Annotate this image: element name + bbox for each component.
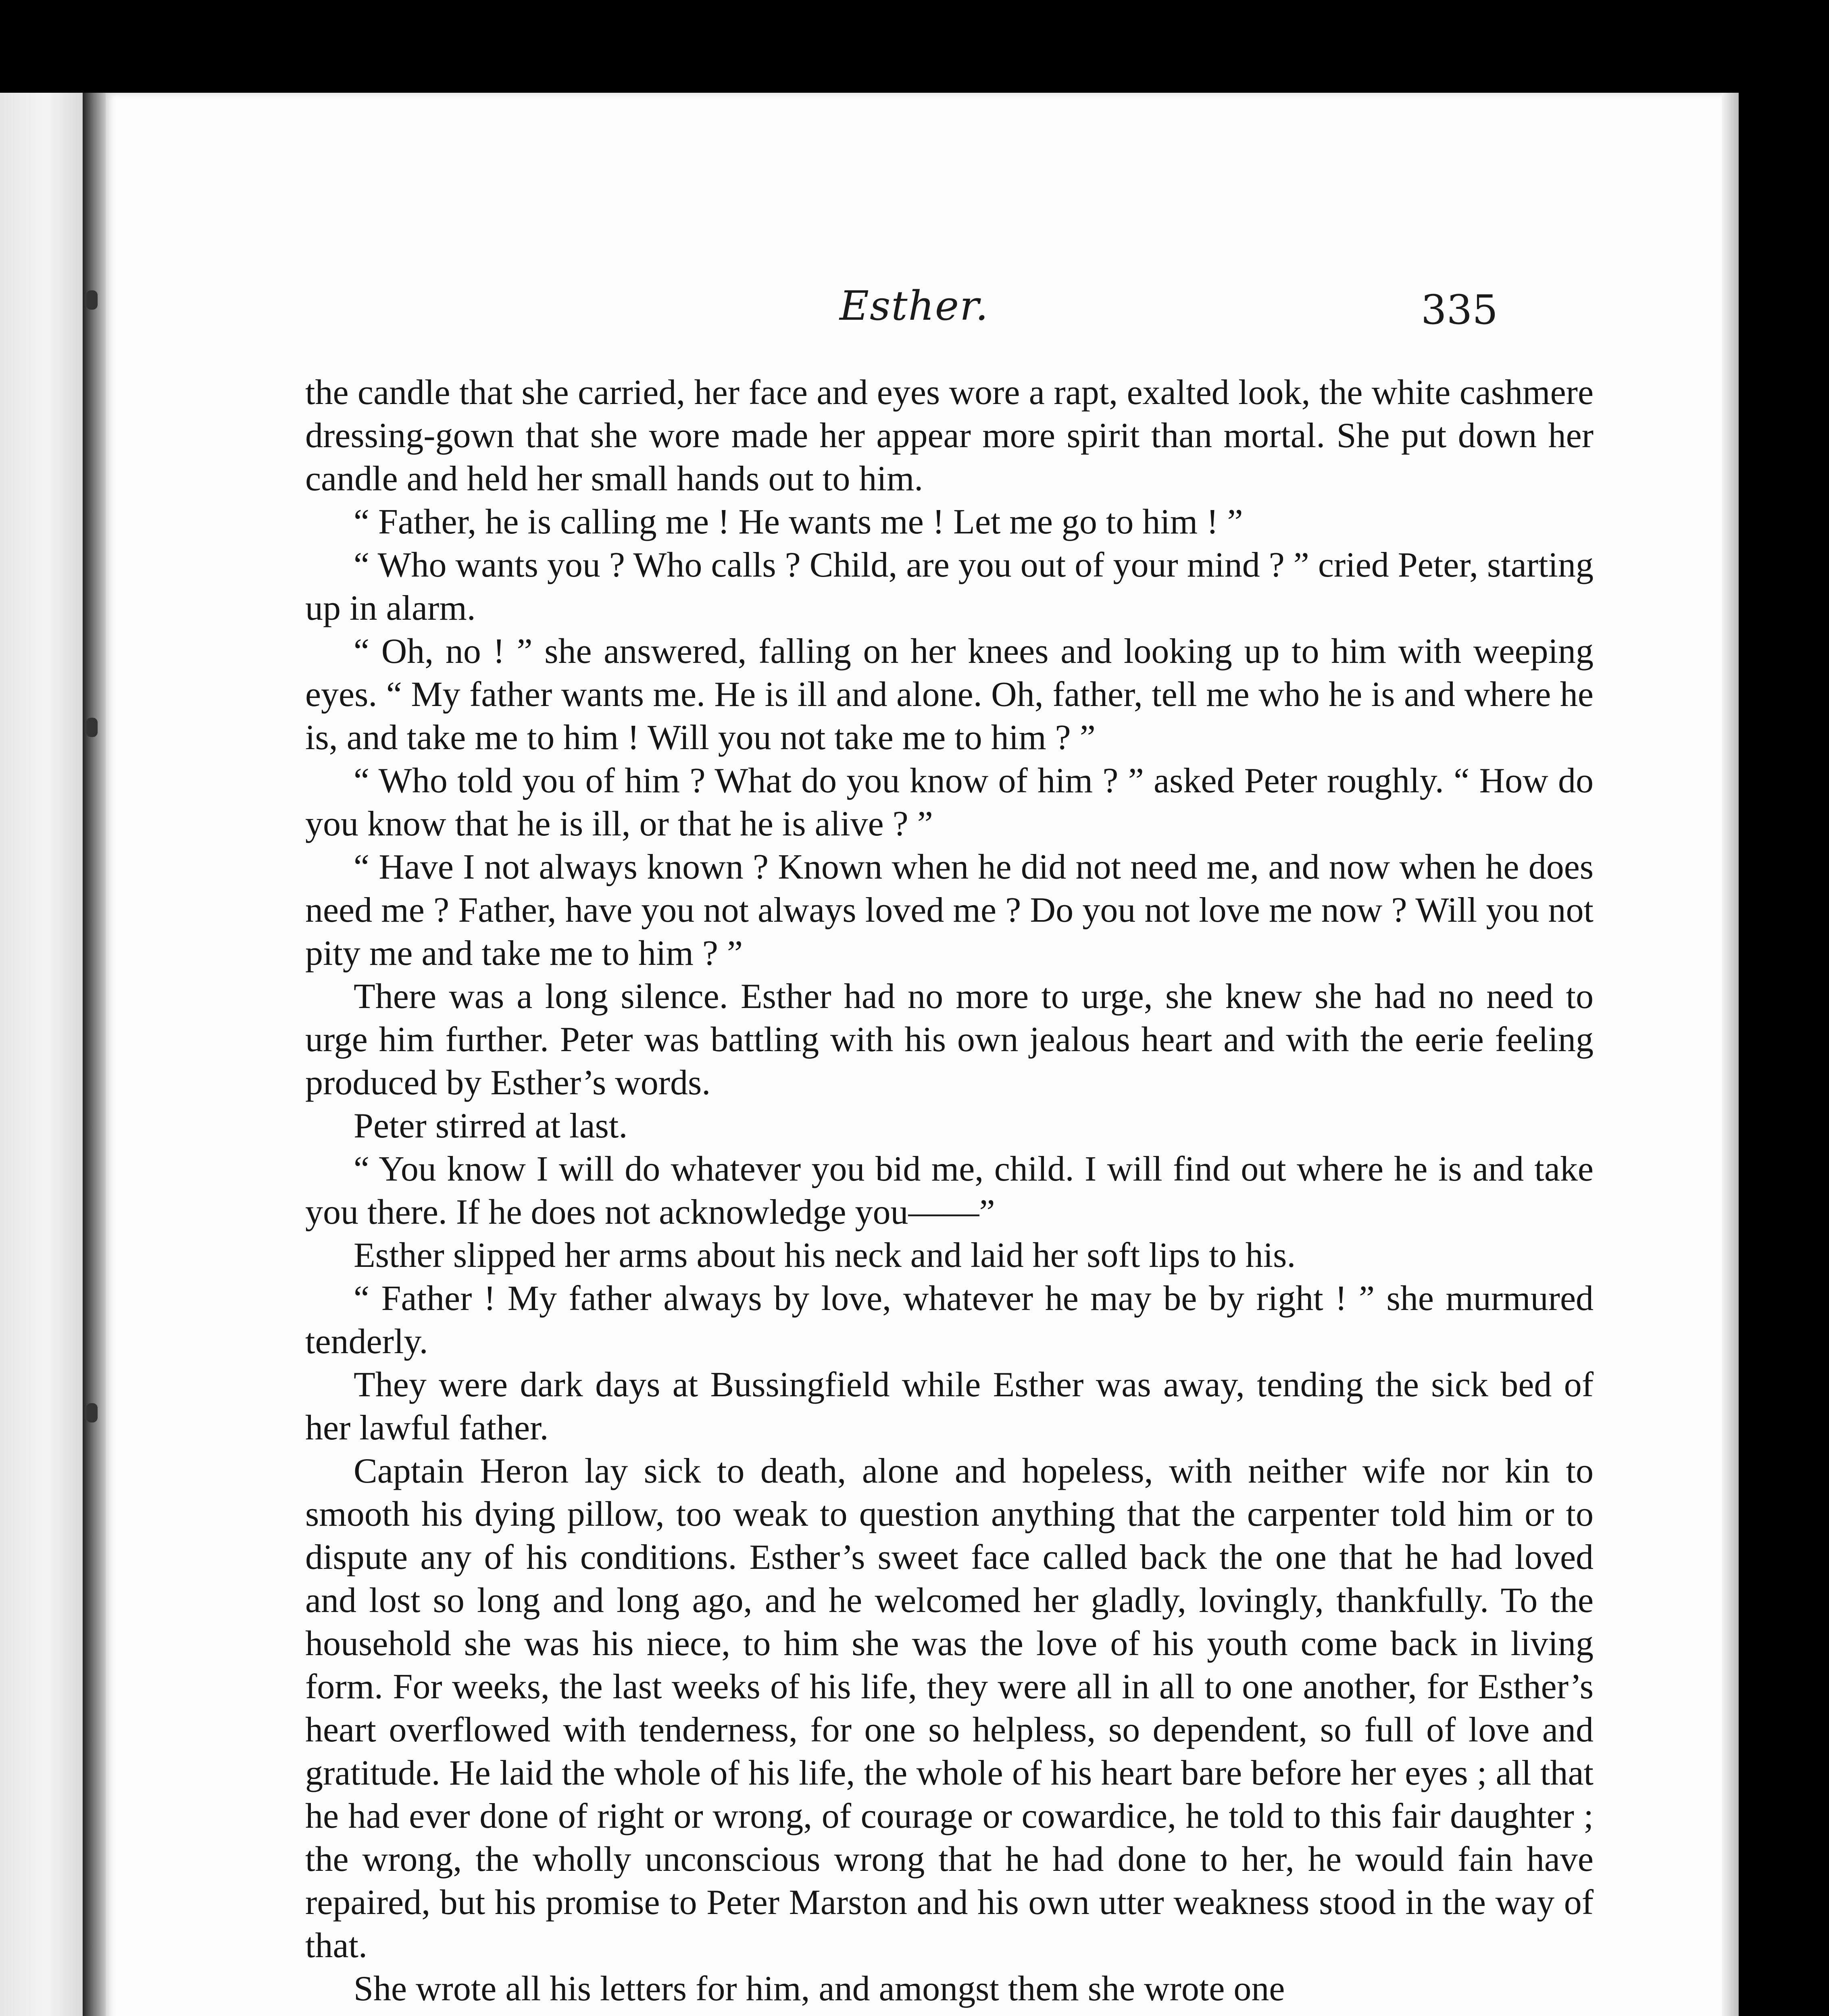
paragraph: “ Have I not always known ? Known when he did not need me, and now when he does need me ? Father, have you not always loved me ? Do you not love me now ? Will you not pity me and take me to him ? ” — [305, 848, 1594, 973]
page-number: 335 — [1421, 286, 1498, 333]
body-text — [305, 371, 1594, 2010]
book-spine — [83, 93, 107, 2016]
paragraph: “ Who wants you ? Who calls ? Child, are you out of your mind ? ” cried Peter, starting up in alarm. — [305, 546, 1594, 628]
running-head — [106, 282, 1739, 347]
paragraph: There was a long silence. Esther had no more to urge, she knew she had no need to urge him further. Peter was battling with his own jealous heart and with the eerie feeling produced by Esther’s words. — [305, 977, 1594, 1102]
binding-thread-mark — [86, 290, 98, 310]
book-page — [106, 93, 1739, 2016]
paragraph: “ Father, he is calling me ! He wants me ! Let me go to him ! ” — [354, 502, 1243, 541]
paragraph: “ Father ! My father always by love, whatever he may be by right ! ” she murmured tenderly. — [305, 1279, 1594, 1361]
paragraph: the candle that she carried, her face and eyes wore a rapt, exalted look, the white cashmere dressing-gown that she wore made her appear more spirit than mortal. She put down her candle and held her small hands out to him. — [305, 373, 1594, 498]
paragraph: “ Oh, no ! ” she answered, falling on her knees and looking up to him with weeping eyes. “ My father wants me. He is ill and alone. Oh, father, tell me who he is and where he is, and take me to him ! Will you not take me to him ? ” — [305, 632, 1594, 757]
paragraph: Esther slipped her arms about his neck and laid her soft lips to his. — [354, 1236, 1296, 1275]
facing-page-edge — [0, 93, 85, 2016]
paragraph: They were dark days at Bussingfield while Esther was away, tending the sick bed of her lawful father. — [305, 1365, 1594, 1447]
paragraph: Captain Heron lay sick to death, alone and hopeless, with neither wife nor kin to smooth his dying pillow, too weak to question anything that the carpenter told him or to dispute any of his conditions. Esther’s sweet face called back the one that he had loved and lost so long and long ago, and he welcomed her gladly, lovingly, thankfully. To the household she was his niece, to him she was the love of his youth come back in living form. For weeks, the last weeks of his life, they were all in all to one another, for Esther’s heart overflowed with tenderness, for one so helpless, so dependent, so full of love and gratitude. He laid the whole of his life, the whole of his heart bare before her eyes ; all that he had ever done of right or wrong, of courage or cowardice, he told to this fair daughter ; the wrong, the wholly unconscious wrong that he had done to her, he would fain have repaired, but his promise to Peter Marston and his own utter weakness stood in the way of that. — [305, 1452, 1594, 1965]
paragraph: “ Who told you of him ? What do you know of him ? ” asked Peter roughly. “ How do you know that he is ill, or that he is alive ? ” — [305, 761, 1594, 843]
paragraph: She wrote all his letters for him, and amongst them she wrote one — [354, 1969, 1285, 2008]
binding-thread-mark — [86, 718, 98, 737]
page-edge — [1722, 93, 1739, 2016]
binding-thread-mark — [86, 1403, 98, 1422]
paragraph: “ You know I will do whatever you bid me, child. I will find out where he is and take you there. If he does not acknowledge you——” — [305, 1150, 1594, 1232]
paragraph: Peter stirred at last. — [354, 1106, 628, 1145]
running-title: Esther. — [840, 282, 989, 329]
